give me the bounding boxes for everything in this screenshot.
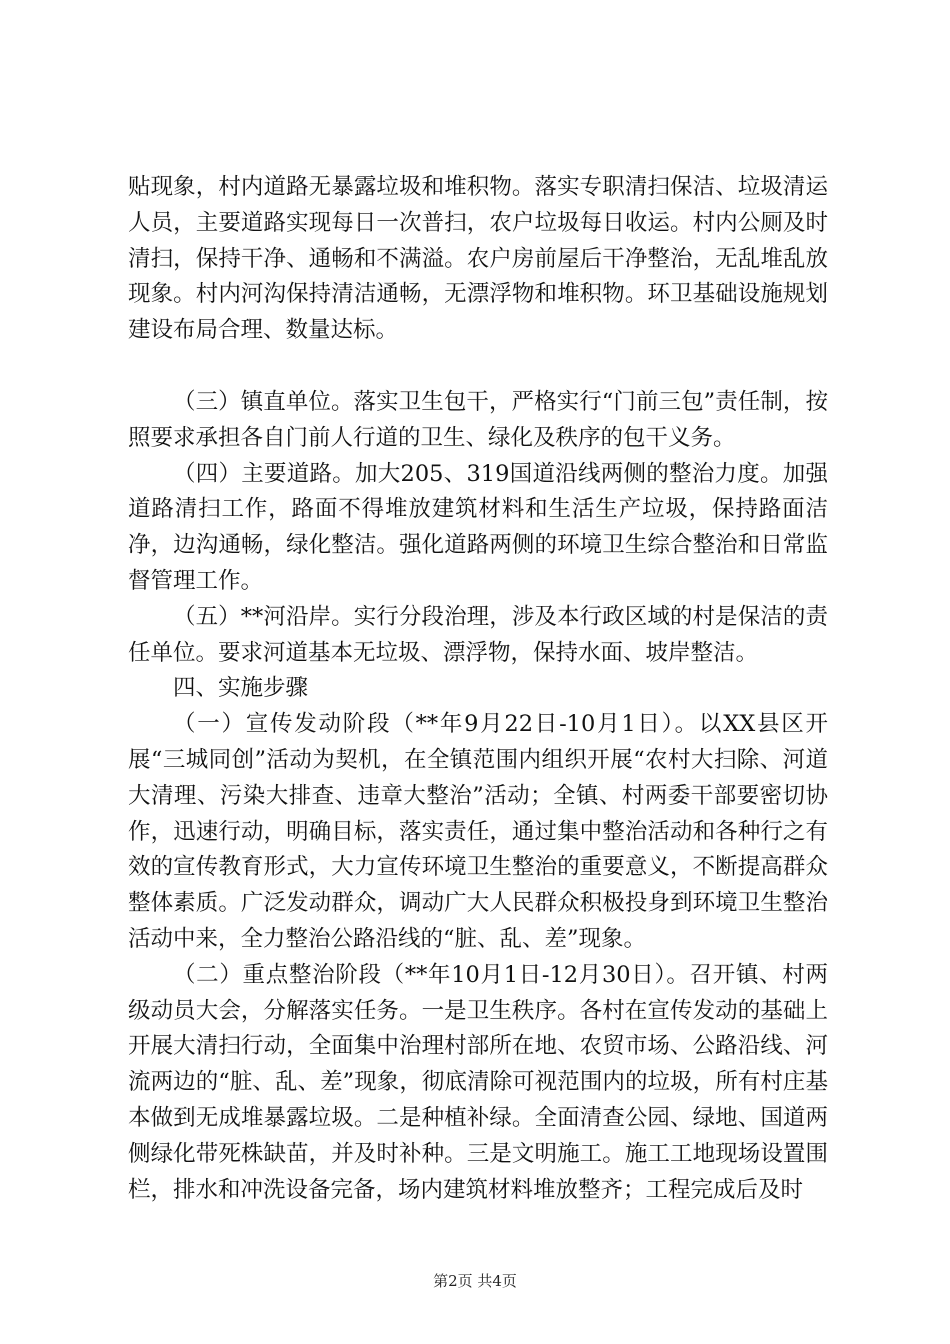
heading-implementation-steps: 四、实施步骤 — [173, 675, 309, 702]
page-number-footer: 第2页 共4页 — [433, 1272, 517, 1290]
section-zhenzhi-units: （三）镇直单位。落实卫生包干，严格实行“门前三包”责任制，按照要求承担各自门前人行道的卫生、绿化及秩序的包干义务。 — [128, 388, 828, 451]
section-key-rectification-stage: （二）重点整治阶段（**年10月1日-12月30日）。召开镇、村两级动员大会，分解落实任务。一是卫生秩序。各村在宣传发动的基础上开展大清扫行动，全面集中治理村部所在地、农贸市场、公路沿线、河流两边的“脏、乱、差”现象，彻底清除可视范围内的垃圾，所有村庄基本做到无成堆暴露垃圾。二是种植补绿。全面清查公园、绿地、国道两侧绿化带死株缺苗，并及时补种。三是文明施工。施工工地现场设置围栏，排水和冲洗设备完备，场内建筑材料堆放整齐；工程完成后及时 — [128, 961, 828, 1203]
document-body — [128, 170, 828, 1208]
section-main-roads: （四）主要道路。加大205、319国道沿线两侧的整治力度。加强道路清扫工作，路面不得堆放建筑材料和生活生产垃圾，保持路面洁净，边沟通畅，绿化整洁。强化道路两侧的环境卫生综合整治和日常监督管理工作。 — [128, 460, 828, 594]
paragraph-gap — [128, 349, 828, 385]
body-paragraph: 贴现象，村内道路无暴露垃圾和堆积物。落实专职清扫保洁、垃圾清运人员，主要道路实现每日一次普扫，农户垃圾每日收运。村内公厕及时清扫，保持干净、通畅和不满溢。农户房前屋后干净整治，无乱堆乱放现象。村内河沟保持清洁通畅，无漂浮物和堆积物。环卫基础设施规划建设布局合理、数量达标。 — [128, 174, 828, 344]
section-river-banks: （五）**河沿岸。实行分段治理，涉及本行政区域的村是保洁的责任单位。要求河道基本无垃圾、漂浮物，保持水面、坡岸整洁。 — [128, 603, 828, 666]
section-publicity-stage: （一）宣传发动阶段（**年9月22日-10月1日）。以XX县区开展“三城同创”活动为契机，在全镇范围内组织开展“农村大扫除、河道大清理、污染大排查、违章大整治”活动；全镇、村两委干部要密切协作，迅速行动，明确目标，落实责任，通过集中整治活动和各种行之有效的宣传教育形式，大力宣传环境卫生整治的重要意义，不断提高群众整体素质。广泛发动群众，调动广大人民群众积极投身到环境卫生整治活动中来，全力整治公路沿线的“脏、乱、差”现象。 — [128, 711, 828, 952]
